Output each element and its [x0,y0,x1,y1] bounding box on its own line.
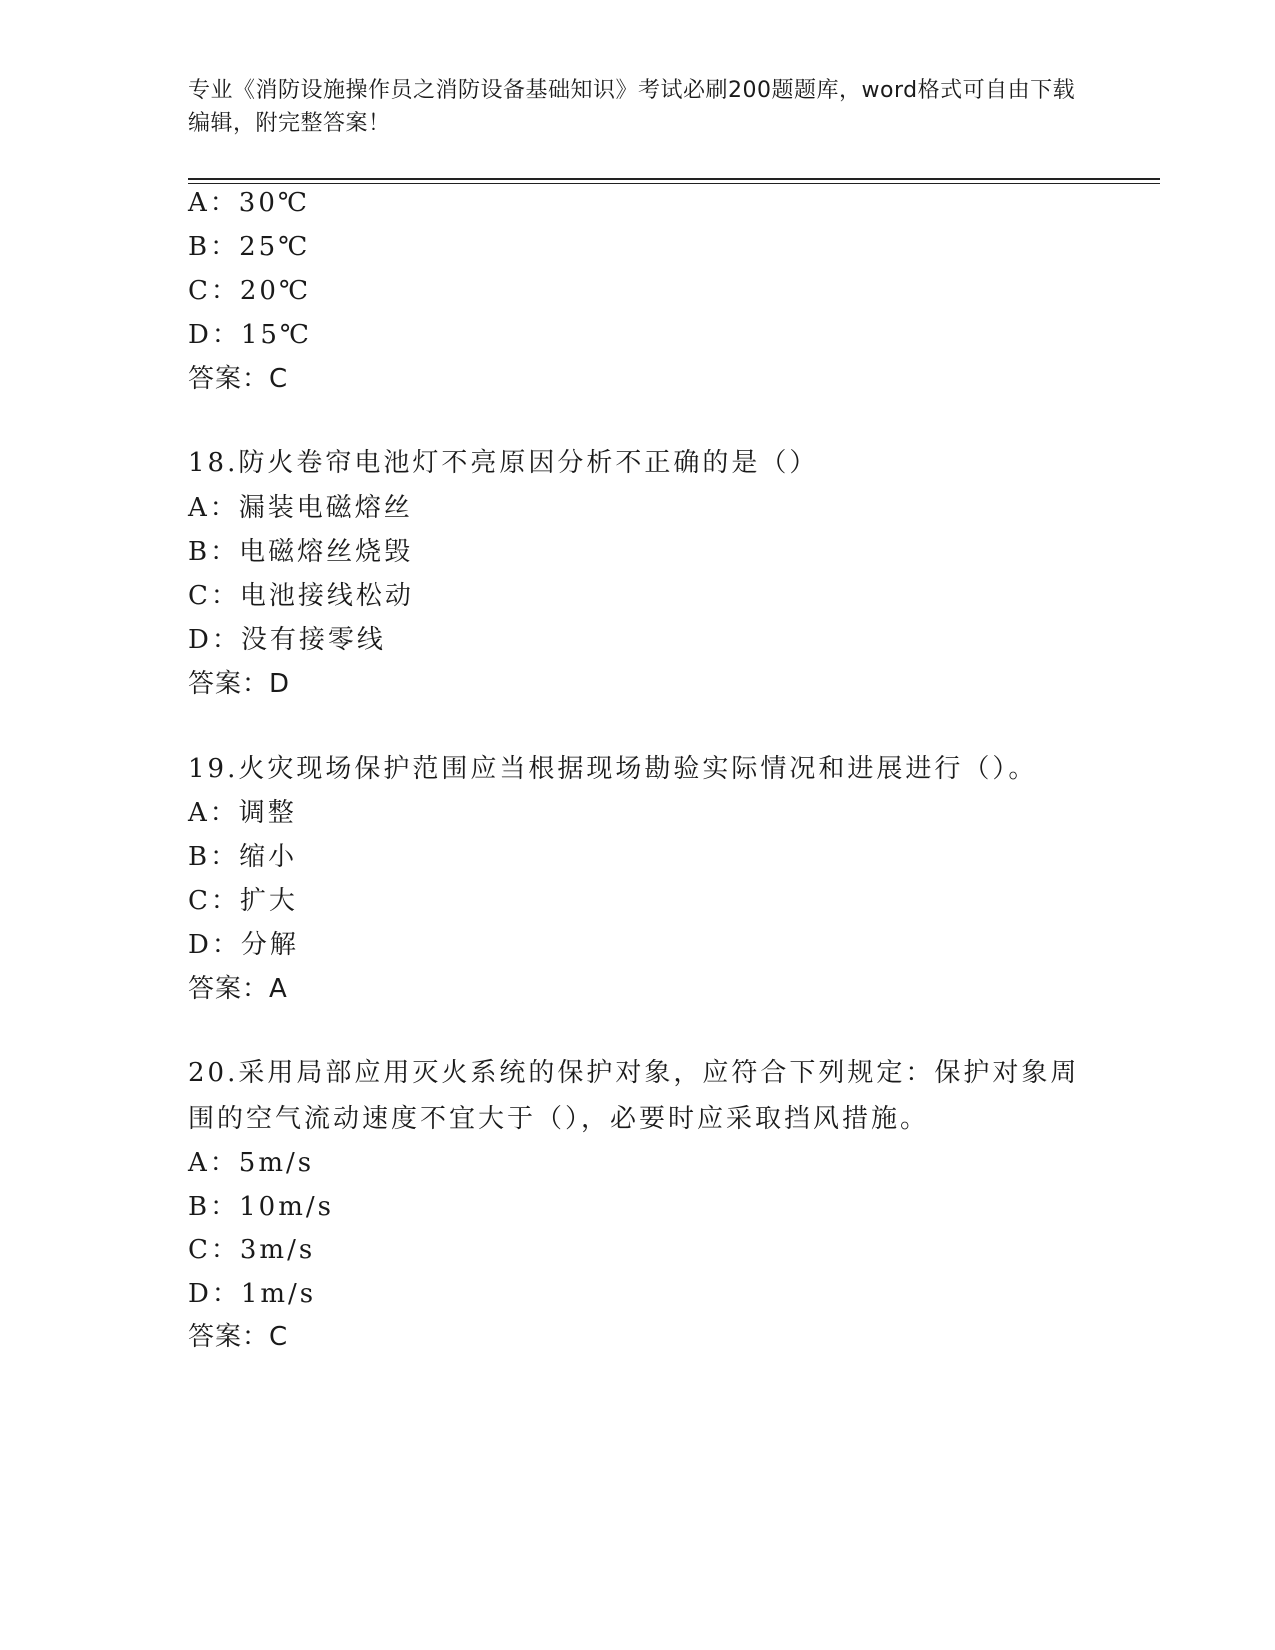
q18-answer: 答案：D [188,669,291,699]
q20-option-c: C：3m/s [188,1235,316,1265]
q17-option-c: C：20℃ [188,276,312,306]
q20-option-d: D：1m/s [188,1279,317,1309]
q17-answer: 答案：C [188,364,289,394]
q20-option-b: B：10m/s [188,1192,334,1222]
q20-option-a: A：5m/s [188,1148,315,1178]
header-rule-thin [188,183,1160,184]
q19-stem: 19.火灾现场保护范围应当根据现场勘验实际情况和进展进行（）。 [188,754,1038,784]
q19-answer: 答案：A [188,974,288,1004]
q20-answer: 答案：C [188,1322,289,1352]
q18-option-a: A：漏装电磁熔丝 [188,493,413,523]
q19-option-a: A：调整 [188,798,297,828]
header-rule-thick [188,178,1160,180]
q18-stem: 18.防火卷帘电池灯不亮原因分析不正确的是（） [188,448,819,478]
q17-option-a: A：30℃ [188,188,310,218]
q18-option-b: B：电磁熔丝烧毁 [188,537,414,567]
q20-stem: 20.采用局部应用灭火系统的保护对象，应符合下列规定：保护对象周围的空气流动速度不宜大于（），必要时应采取挡风措施。 [188,1058,1080,1134]
q17-option-b: B：25℃ [188,232,311,262]
q18-option-d: D：没有接零线 [188,625,386,655]
document-header-title: 专业《消防设施操作员之消防设备基础知识》考试必刷200题题库，word格式可自由下载编辑，附完整答案！ [188,78,1076,136]
q19-option-d: D：分解 [188,930,299,960]
q19-option-b: B：缩小 [188,842,298,872]
q17-option-d: D：15℃ [188,320,313,350]
q19-option-c: C：扩大 [188,886,298,916]
q18-option-c: C：电池接线松动 [188,581,414,611]
